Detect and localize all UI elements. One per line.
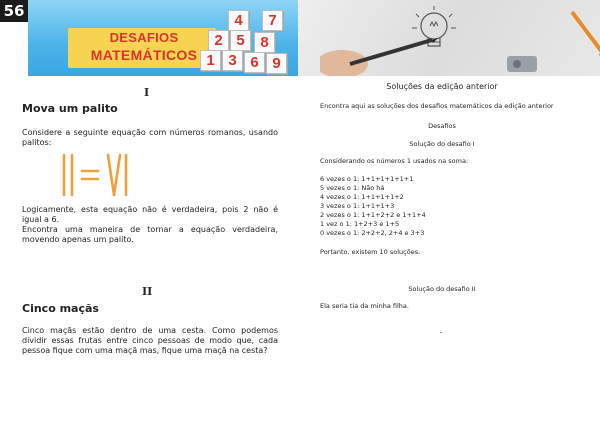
logo-text-matematicos: MATEMÁTICOS [90,47,198,63]
challenge-1-task: Encontra uma maneira de tornar a equação verdadeira, movendo apenas um palito. [22,225,278,244]
challenge-2-text: Cinco maçãs estão dentro de uma cesta. Como podemos dividir essas frutas entre cinco pessoas de modo que, cada pessoa fique com uma maçã mas, fique uma maçã na cesta? [22,326,278,355]
list-item: 4 vezes o 1: 1+1+1+1+2 [320,193,404,201]
number-cube: 9 [266,53,287,74]
challenge-title-2: Cinco maçãs [22,302,99,315]
number-cube: 1 [200,50,221,71]
solutions-subtitle: Desafios [428,122,456,130]
solutions-intro: Encontra aqui as soluções dos desafios matemáticos da edição anterior [320,102,554,110]
challenge-1-explanation: Logicamente, esta equação não é verdadeira, pois 2 não é igual a 6. [22,205,278,224]
list-item: 0 vezes o 1: 2+2+2, 2+4 e 3+3 [320,229,425,237]
page-number-left: 56 [0,0,28,22]
solution-1-intro: Considerando os números 1 usados na soma: [320,157,469,165]
solution-1-conclusion: Portanto, existem 10 soluções. [320,248,421,256]
list-item: 3 vezes o 1: 1+1+1+3 [320,202,395,210]
solution-1-list [320,175,580,238]
orange-pencil-icon [568,8,600,58]
list-item: 6 vezes o 1: 1+1+1+1+1+1 [320,175,414,183]
stray-dot [440,332,442,333]
challenge-title-1: Mova um palito [22,102,118,115]
number-cube: 4 [228,10,249,31]
sharpener-icon [503,52,543,74]
pencil-hand-icon [320,30,440,76]
number-cube: 7 [262,10,283,31]
solution-2-answer: Ela seria tia da minha filha. [320,302,409,310]
challenge-1-intro: Considere a seguinte equação com números romanos, usando palitos: [22,128,278,147]
list-item: 5 vezes o 1: Não há [320,184,385,192]
solution-1-heading: Solução do desafio I [409,140,475,148]
number-cube: 2 [208,30,229,51]
matchstick-equation-icon [58,153,130,197]
challenge-number-1: I [144,86,150,99]
list-item: 1 vez o 1: 1+2+3 e 1+5 [320,220,400,228]
header-banner [28,0,600,76]
number-cube: 3 [222,50,243,71]
number-cube: 8 [254,32,275,53]
list-item: 2 vezes o 1: 1+1+2+2 e 1+1+4 [320,211,426,219]
solution-2-heading: Solução do desafio II [408,285,476,293]
number-cube: 6 [244,52,265,73]
solutions-title: Soluções da edição anterior [386,82,498,91]
challenge-number-2: II [142,285,153,298]
logo-text-desafios: DESAFIOS [109,30,179,45]
number-cube: 5 [230,30,251,51]
